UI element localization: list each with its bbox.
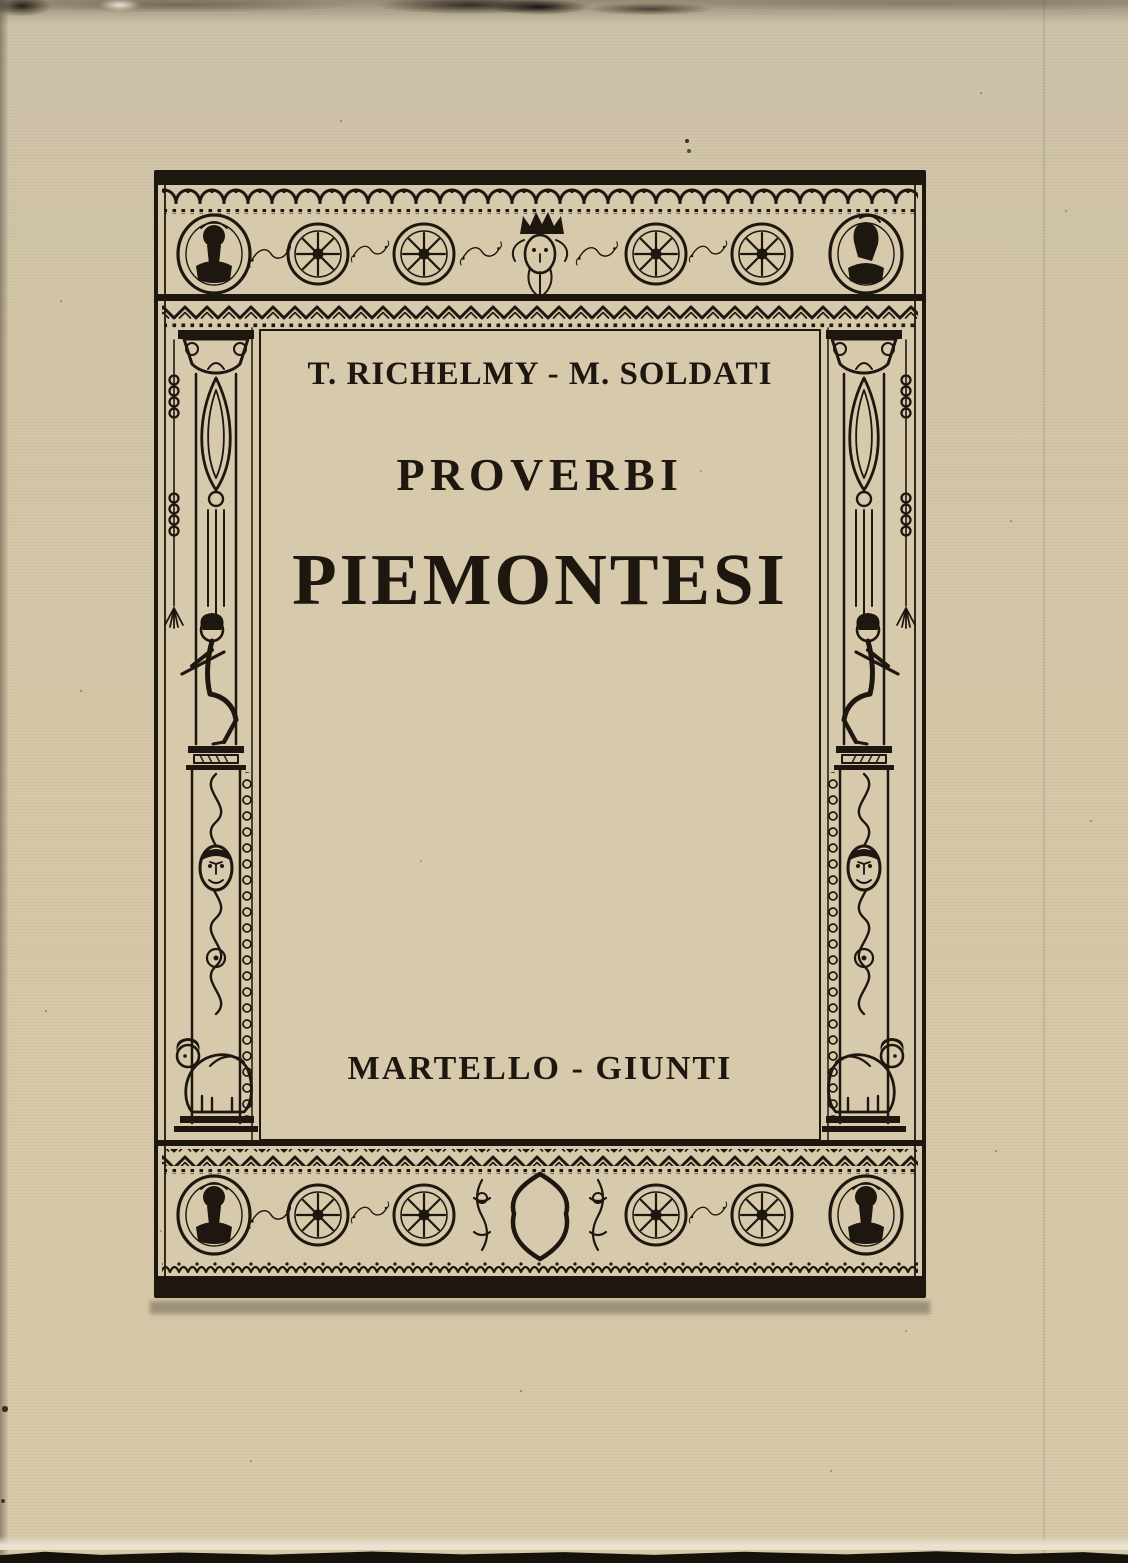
author-line: T. RICHELMY - M. SOLDATI [307,356,773,392]
woodcut-frame-art [152,168,928,1300]
rosette-icon [626,224,686,284]
rosette-icon [288,1185,348,1245]
paper-bottom-edge-highlight [0,1536,1128,1550]
rosette-icon [626,1185,686,1245]
rosette-icon [732,224,792,284]
scan-top-edge-smudge [0,0,1128,28]
jacket-crease-line [1042,0,1046,1563]
paper-speckles [0,0,2,2]
rosette-icon [394,224,454,284]
rosette-icon [288,224,348,284]
frame-print-shadow [150,1301,930,1314]
rosette-icon [732,1185,792,1245]
rosette-icon [394,1185,454,1245]
blank-shield-cartouche-icon [513,1174,567,1259]
scan-bottom-edge-dark [0,1549,1128,1563]
publisher-line: MARTELLO - GIUNTI [347,1050,733,1087]
title-line-2: PIEMONTESI [292,539,788,620]
ornamental-frame [152,168,928,1300]
title-line-1: PROVERBI [396,449,684,500]
scan-left-edge-shadow [0,0,9,1563]
